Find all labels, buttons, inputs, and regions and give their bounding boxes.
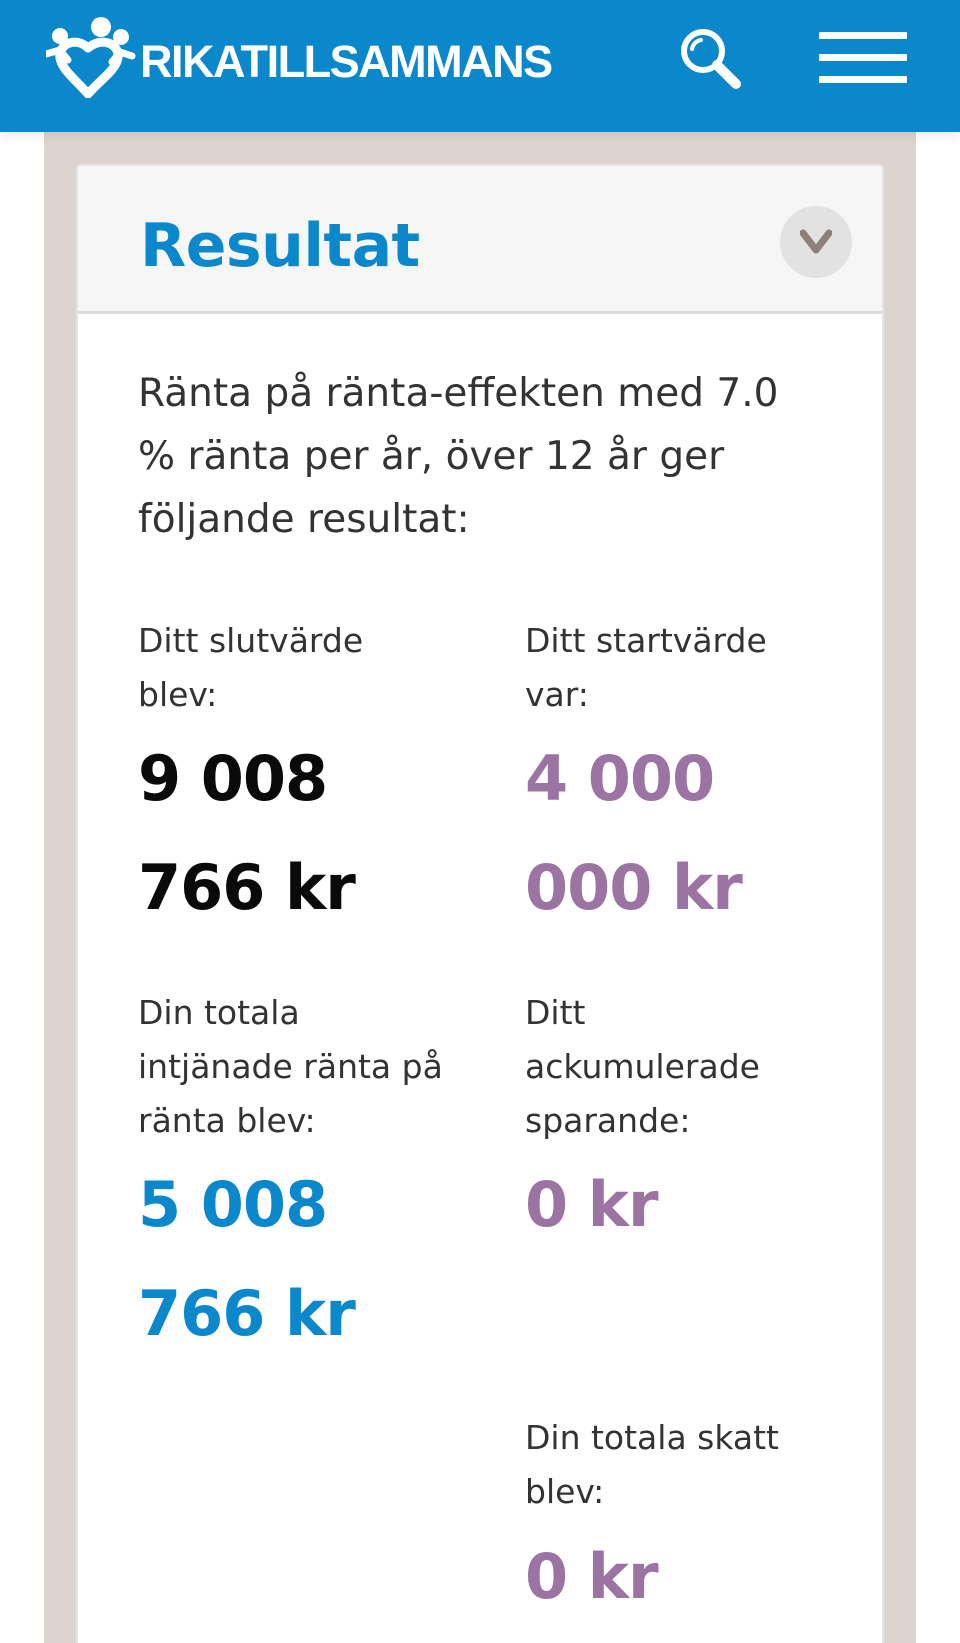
total-tax-label: Din totala skatt blev: <box>525 1418 779 1511</box>
brand-name[interactable]: RIKATILLSAMMANS <box>140 36 552 87</box>
search-icon <box>678 26 744 92</box>
end-value-label: Ditt slutvärde blev: <box>138 621 364 714</box>
accumulated-savings-amount: 0 kr <box>525 1168 658 1241</box>
chevron-down-icon <box>800 228 832 256</box>
total-tax-amount: 0 kr <box>525 1540 658 1613</box>
result-intro-text: Ränta på ränta-effekten med 7.0 % ränta per år, över 12 år ger följande resultat: <box>138 371 779 542</box>
collapse-toggle-button[interactable] <box>780 206 852 278</box>
start-value-label: Ditt startvärde var: <box>525 621 767 714</box>
start-value-amount: 4 000 000 kr <box>525 742 742 924</box>
end-value-amount: 9 008 766 kr <box>138 742 355 924</box>
hamburger-menu-icon <box>819 32 907 39</box>
result-panel-title: Resultat <box>140 211 420 281</box>
total-interest-amount: 5 008 766 kr <box>138 1168 355 1350</box>
site-header <box>0 0 960 132</box>
hearts-people-logo-icon[interactable] <box>46 14 136 98</box>
result-panel-header[interactable] <box>78 166 882 314</box>
total-interest-label: Din totala intjänade ränta på ränta blev: <box>138 993 443 1140</box>
hamburger-menu-icon-bar <box>819 76 907 83</box>
accumulated-savings-label: Ditt ackumulerade sparande: <box>525 993 760 1140</box>
menu-button[interactable] <box>816 30 910 90</box>
hamburger-menu-icon-bar <box>819 54 907 61</box>
search-button[interactable] <box>678 26 744 92</box>
